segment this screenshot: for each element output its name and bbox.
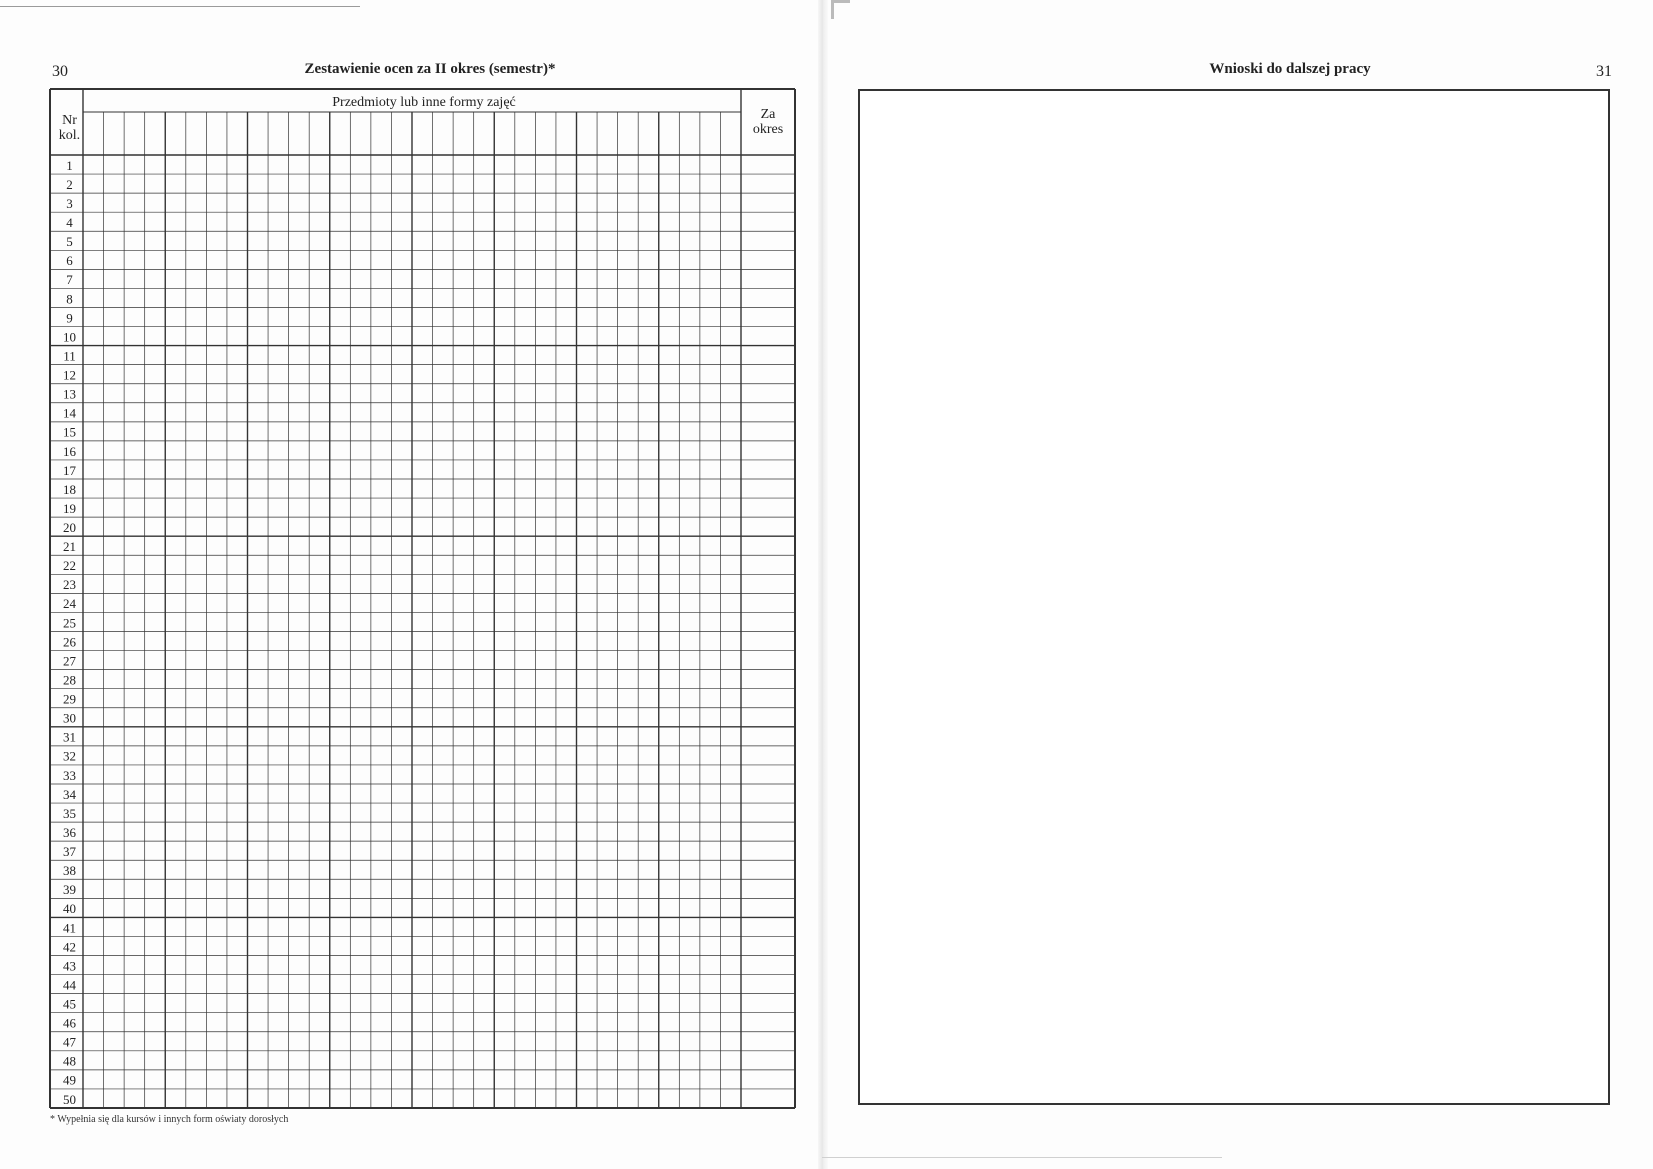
corner-mark (831, 0, 850, 19)
row-number: 32 (63, 748, 76, 764)
row-number: 2 (66, 176, 73, 192)
page-number-right: 31 (1596, 63, 1612, 80)
row-number: 9 (66, 310, 73, 326)
row-number: 45 (63, 996, 76, 1012)
footnote: * Wypełnia się dla kursów i innych form oświaty dorosłych (50, 1114, 289, 1125)
row-number: 21 (63, 539, 76, 555)
nr-header-sub: kol. (58, 128, 81, 143)
row-number: 39 (63, 882, 76, 898)
row-number: 25 (63, 615, 76, 631)
row-number: 34 (63, 786, 76, 802)
row-number: 3 (66, 195, 73, 211)
row-number: 27 (63, 653, 76, 669)
row-number: 33 (63, 767, 76, 783)
grades-summary-title: Zestawienie ocen za II okres (semestr)* (304, 61, 556, 77)
row-number: 37 (63, 844, 76, 860)
row-number: 29 (63, 691, 76, 707)
conclusions-writing-area[interactable] (858, 89, 1610, 1105)
row-number: 50 (63, 1091, 76, 1107)
row-number: 22 (63, 558, 76, 574)
nr-header: Nr (62, 113, 77, 128)
conclusions-title: Wnioski do dalszej pracy (1209, 61, 1371, 77)
row-number: 26 (63, 634, 76, 650)
row-number: 49 (63, 1072, 76, 1088)
row-number: 31 (63, 729, 76, 745)
row-number: 41 (63, 920, 76, 936)
row-number: 42 (63, 939, 76, 955)
row-number: 5 (66, 234, 73, 250)
row-number: 14 (63, 405, 76, 421)
row-number: 40 (63, 901, 76, 917)
row-number: 24 (63, 596, 76, 612)
row-number: 36 (63, 824, 76, 840)
row-number: 11 (63, 348, 76, 364)
row-number: 20 (63, 520, 76, 536)
row-number: 18 (63, 481, 76, 497)
grades-grid-table (0, 0, 822, 1169)
row-number: 47 (63, 1034, 76, 1050)
row-number: 7 (66, 272, 73, 288)
row-number: 28 (63, 672, 76, 688)
row-number: 13 (63, 386, 76, 402)
row-number: 30 (63, 710, 76, 726)
row-number: 15 (63, 424, 76, 440)
row-number: 8 (66, 291, 73, 307)
row-number: 46 (63, 1015, 76, 1031)
bottom-edge-rule (822, 1157, 1222, 1158)
page-number-left: 30 (52, 63, 68, 80)
row-number: 4 (66, 215, 73, 231)
row-number: 16 (63, 443, 76, 459)
row-number: 12 (63, 367, 76, 383)
row-number: 43 (63, 958, 76, 974)
row-number: 19 (63, 500, 76, 516)
row-number: 6 (66, 253, 73, 269)
row-number: 1 (66, 157, 73, 173)
row-number: 10 (63, 329, 76, 345)
row-number: 23 (63, 577, 76, 593)
period-header-sub: okres (752, 122, 784, 137)
subjects-header: Przedmioty lub inne formy zajęć (332, 95, 516, 110)
row-number: 35 (63, 805, 76, 821)
row-number: 17 (63, 462, 76, 478)
row-number: 38 (63, 863, 76, 879)
row-number: 48 (63, 1053, 76, 1069)
period-header: Za (760, 107, 776, 122)
row-number: 44 (63, 977, 76, 993)
